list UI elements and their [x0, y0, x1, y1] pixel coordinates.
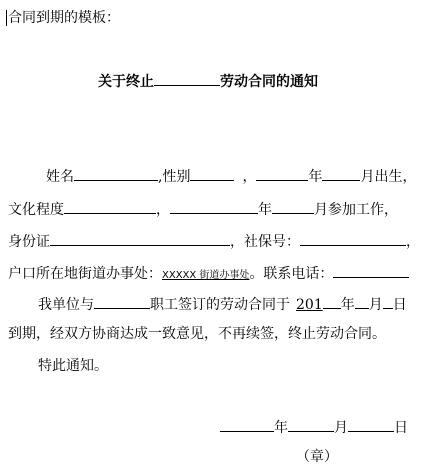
- sign-day-blank: [348, 418, 394, 432]
- expire-month-blank: [355, 295, 369, 309]
- gender-label: ,性别: [158, 169, 191, 185]
- employee-blank: [94, 295, 150, 309]
- heading-text: 合同到期的模板：: [8, 10, 120, 26]
- contract-prefix: 我单位与: [38, 297, 94, 313]
- expire-day-blank: [383, 295, 393, 309]
- comma: ，: [406, 234, 420, 250]
- line-household-phone: [8, 264, 409, 284]
- year-label: 年: [340, 297, 355, 313]
- work-label: 月参加工作，: [314, 202, 398, 218]
- sign-month-blank: [288, 418, 334, 432]
- sign-year-blank: [220, 418, 274, 432]
- line-id-social: [8, 232, 420, 250]
- year-label: 年: [258, 202, 272, 218]
- expire-year-blank: [323, 295, 341, 309]
- household-label: 户口所在地街道办事处：: [8, 266, 162, 282]
- day-label: 日: [394, 420, 408, 436]
- name-blank: [74, 167, 158, 181]
- document-heading: [8, 10, 120, 26]
- line-expiry-statement: [8, 326, 386, 342]
- title-suffix: 劳动合同的通知: [220, 74, 318, 90]
- notice-title: [98, 72, 318, 90]
- line-closing: [38, 358, 108, 374]
- closing-text: 特此通知。: [38, 358, 108, 374]
- social-label: ，社保号：: [230, 234, 300, 250]
- office-value: XXXXX 街道办事处: [162, 270, 250, 281]
- work-year-blank: [170, 200, 258, 214]
- gender-blank: [190, 167, 234, 181]
- expiry-statement: 到期，经双方协商达成一致意见，不再续签，终止劳动合同。: [8, 326, 386, 342]
- phone-blank: [333, 264, 409, 278]
- birth-label: 月出生，: [360, 169, 417, 185]
- seal-label: [296, 449, 338, 465]
- birth-year-blank: [256, 167, 308, 181]
- id-label: 身份证: [8, 234, 50, 250]
- comma: ，: [156, 202, 170, 218]
- title-blank: [154, 72, 220, 86]
- line-contract-date: [38, 295, 407, 313]
- year-label: 年: [274, 420, 288, 436]
- contract-middle: 职工签订的劳动合同于: [150, 297, 290, 313]
- work-month-blank: [272, 200, 314, 214]
- year-label: 年: [308, 169, 323, 185]
- month-label: 月: [368, 297, 383, 313]
- signature-date: [220, 418, 408, 436]
- birth-month-blank: [322, 167, 360, 181]
- phone-label: 。联系电话：: [249, 266, 334, 282]
- line-name-gender-birth: [46, 167, 416, 185]
- comma: ，: [242, 169, 257, 185]
- id-blank: [50, 232, 230, 246]
- seal-text: （章）: [296, 449, 338, 465]
- education-label: 文化程度: [8, 202, 64, 218]
- month-label: 月: [334, 420, 348, 436]
- day-label: 日: [392, 297, 407, 313]
- year-value: 201: [296, 297, 323, 313]
- line-education-work: [8, 200, 398, 218]
- education-blank: [64, 200, 156, 214]
- social-blank: [300, 232, 406, 246]
- name-label: 姓名: [46, 169, 74, 185]
- text-cursor: [6, 10, 7, 26]
- title-prefix: 关于终止: [98, 74, 154, 90]
